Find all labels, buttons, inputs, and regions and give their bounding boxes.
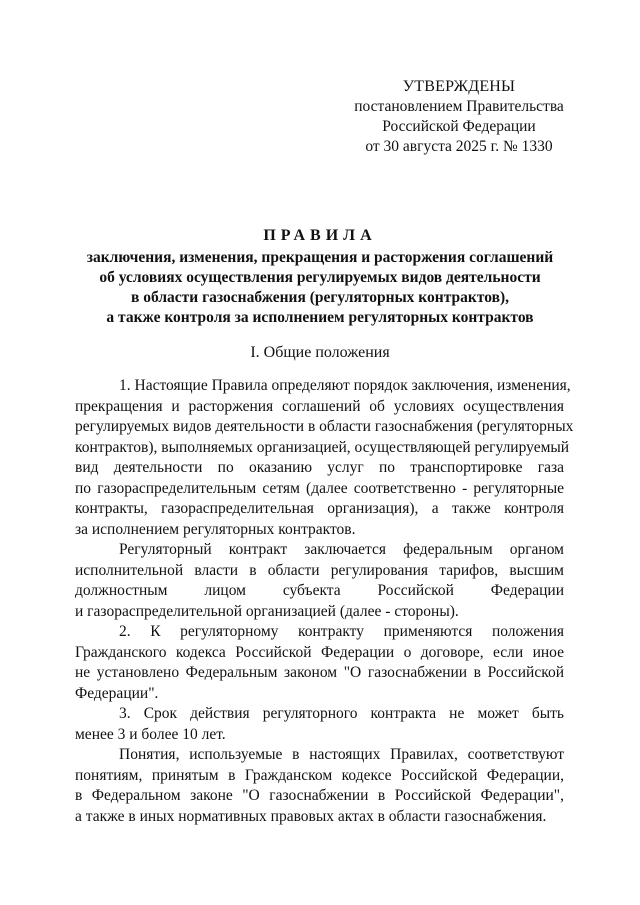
paragraph-line: понятиям, принятым в Гражданском кодексе Российской Федерации, bbox=[75, 766, 564, 784]
paragraph bbox=[75, 376, 574, 540]
approval-line: постановлением Правительства bbox=[354, 98, 564, 115]
paragraph-line: за исполнением регуляторных контрактов. bbox=[75, 520, 356, 538]
paragraph-line: вид деятельности по оказанию услуг по транспортировке газа bbox=[75, 459, 564, 476]
paragraph-line: менее 3 и более 10 лет. bbox=[75, 725, 226, 743]
paragraph-line: не установлено Федеральным законом "О газоснабжении в Российской bbox=[75, 664, 564, 681]
paragraph-line: а также в иных нормативных правовых актах в области газоснабжения. bbox=[75, 807, 547, 825]
subtitle-line: в области газоснабжения (регуляторных контрактов), bbox=[130, 289, 510, 306]
paragraph-line: Понятия, используемые в настоящих Правилах, соответствуют bbox=[119, 746, 564, 763]
paragraph-line: 1. Настоящие Правила определяют порядок заключения, изменения, bbox=[119, 377, 571, 394]
paragraph bbox=[75, 540, 564, 622]
approval-line: Российской Федерации bbox=[382, 118, 536, 135]
paragraph-line: Гражданского кодекса Российской Федерации о договоре, если иное bbox=[75, 643, 564, 661]
approval-line: от 30 августа 2025 г. № 1330 bbox=[365, 138, 553, 155]
paragraph-line: по газораспределительным сетям (далее соответственно - регуляторные bbox=[75, 479, 564, 497]
subtitle-line: а также контроля за исполнением регуляторных контрактов bbox=[106, 309, 534, 326]
paragraph-line: исполнительной власти в области регулирования тарифов, высшим bbox=[75, 561, 564, 579]
subtitle-line: заключения, изменения, прекращения и расторжения соглашений bbox=[86, 249, 554, 266]
paragraph-line: и газораспределительной организацией (далее - стороны). bbox=[75, 602, 459, 620]
paragraph bbox=[75, 704, 564, 745]
approval-heading: УТВЕРЖДЕНЫ bbox=[402, 78, 516, 95]
paragraph-line: Федерации". bbox=[75, 684, 159, 702]
paragraph-line: контракты, газораспределительная организация), а также контроля bbox=[75, 500, 564, 517]
paragraph-line: контрактов), выполняемых организацией, осуществляющей регулируемый bbox=[75, 438, 570, 456]
paragraph-line: регулируемых видов деятельности в области газоснабжения (регуляторных bbox=[75, 418, 574, 435]
document-subtitle bbox=[70, 248, 570, 328]
paragraph-line: Регуляторный контракт заключается федеральным органом bbox=[119, 541, 564, 558]
paragraph-line: в Федеральном законе "О газоснабжении в Российской Федерации", bbox=[75, 787, 564, 804]
paragraph bbox=[75, 745, 564, 827]
paragraph-line: прекращения и расторжения соглашений об условиях осуществления bbox=[75, 397, 564, 415]
section-heading: I. Общие положения bbox=[250, 344, 390, 361]
paragraph-line: 3. Срок действия регуляторного контракта не может быть bbox=[119, 705, 564, 722]
paragraph-line: 2. К регуляторному контракту применяются положения bbox=[119, 623, 564, 640]
paragraph-line: должностным лицом субъекта Российской Федерации bbox=[75, 582, 564, 599]
subtitle-line: об условиях осуществления регулируемых видов деятельности bbox=[99, 269, 541, 286]
approval-stamp bbox=[340, 77, 578, 157]
paragraph bbox=[75, 622, 564, 704]
document-body bbox=[75, 376, 574, 827]
document-title: ПРАВИЛА bbox=[263, 227, 377, 244]
